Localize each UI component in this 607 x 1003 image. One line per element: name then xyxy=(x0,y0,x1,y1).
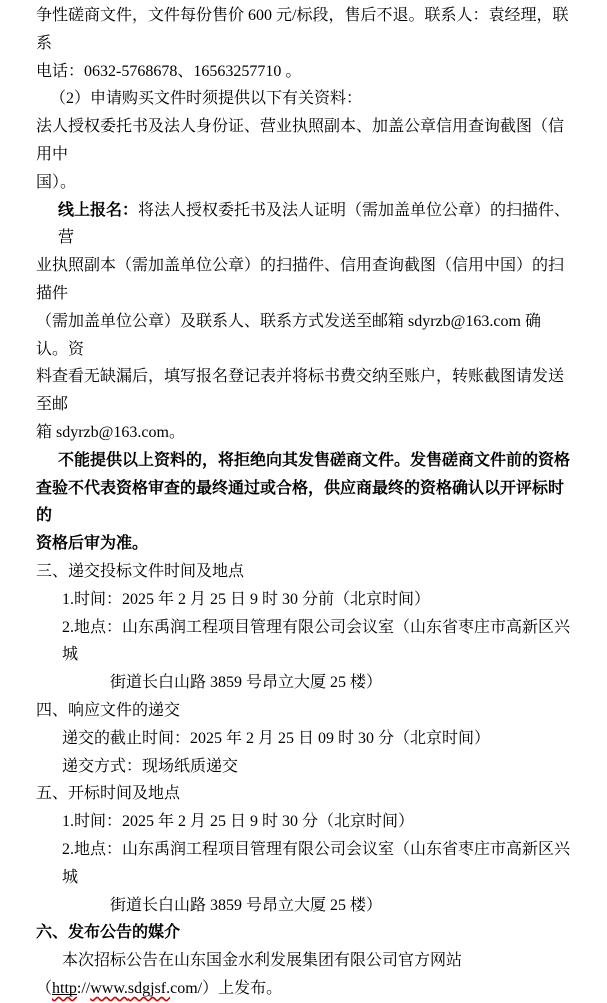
line-qualification-notice-3: 资格后审为准。 xyxy=(36,535,149,553)
line-contact-phone: 电话：0632-5768678、16563257710 。 xyxy=(36,62,302,80)
url-open-bracket: （ xyxy=(36,979,53,997)
line-opening-time: 1.时间：2025 年 2 月 25 日 9 时 30 分（北京时间） xyxy=(62,813,415,831)
line-opening-location-1: 2.地点：山东禹润工程项目管理有限公司会议室（山东省枣庄市高新区兴城 xyxy=(62,840,571,886)
line-response-deadline: 递交的截止时间：2025 年 2 月 25 日 09 时 30 分（北京时间） xyxy=(62,729,491,747)
line-announcement-url xyxy=(36,975,571,1003)
url-tld: com/ xyxy=(170,979,203,997)
line-sale-info: 争性磋商文件，文件每份售价 600 元/标段，售后不退。联系人：袁经理，联系 xyxy=(36,7,569,52)
url-text xyxy=(52,980,202,997)
line-online-registration xyxy=(36,197,571,253)
line-submission-time: 1.时间：2025 年 2 月 25 日 9 时 30 分前（北京时间） xyxy=(62,590,431,608)
line-registration-docs-1: 业执照副本（需加盖单位公章）的扫描件、信用查询截图（信用中国）的扫描件 xyxy=(36,257,565,302)
line-required-documents-2: 国）。 xyxy=(36,173,77,191)
line-response-method: 递交方式：现场纸质递交 xyxy=(62,757,239,775)
line-announcement-media: 本次招标公告在山东国金水利发展集团有限公司官方网站 xyxy=(62,952,463,970)
url-separator: :// xyxy=(76,979,91,997)
line-opening-location-2: 街道长白山路 3859 号昂立大厦 25 楼） xyxy=(110,896,383,914)
online-registration-text: 将法人授权委托书及法人证明（需加盖单位公章）的扫描件、营 xyxy=(58,201,571,247)
section-4-heading: 四、响应文件的递交 xyxy=(36,701,181,719)
url-www: www. xyxy=(90,979,128,997)
url-scheme: http xyxy=(52,979,77,997)
line-submission-location-2: 街道长白山路 3859 号昂立大厦 25 楼） xyxy=(110,674,383,692)
section-5-heading: 五、开标时间及地点 xyxy=(36,785,181,803)
line-submission-location-1: 2.地点：山东禹润工程项目管理有限公司会议室（山东省枣庄市高新区兴城 xyxy=(62,618,571,664)
line-registration-email: 箱 sdyrzb@163.com。 xyxy=(36,423,185,441)
line-purchase-requirements-heading: （2）申请购买文件时须提供以下有关资料： xyxy=(50,90,363,108)
section-3-heading: 三、递交投标文件时间及地点 xyxy=(36,562,245,580)
line-registration-docs-3: 料查看无缺漏后，填写报名登记表并将标书费交纳至账户，转账截图请发送至邮 xyxy=(36,368,565,414)
line-qualification-notice-2: 查验不代表资格审查的最终通过或合格，供应商最终的资格确认以开评标时的 xyxy=(36,479,565,525)
url-close-text: ）上发布。 xyxy=(202,979,283,997)
url-host: sdgjsf. xyxy=(127,979,171,997)
online-registration-label: 线上报名： xyxy=(58,201,139,219)
line-qualification-notice-1: 不能提供以上资料的，将拒绝向其发售磋商文件。发售磋商文件前的资格 xyxy=(58,451,571,469)
line-registration-docs-2: （需加盖单位公章）及联系人、联系方式发送至邮箱 sdyrzb@163.com 确认。资 xyxy=(36,312,541,358)
section-6-heading: 六、发布公告的媒介 xyxy=(36,924,181,942)
line-required-documents-1: 法人授权委托书及法人身份证、营业执照副本、加盖公章信用查询截图（信用中 xyxy=(36,118,565,163)
